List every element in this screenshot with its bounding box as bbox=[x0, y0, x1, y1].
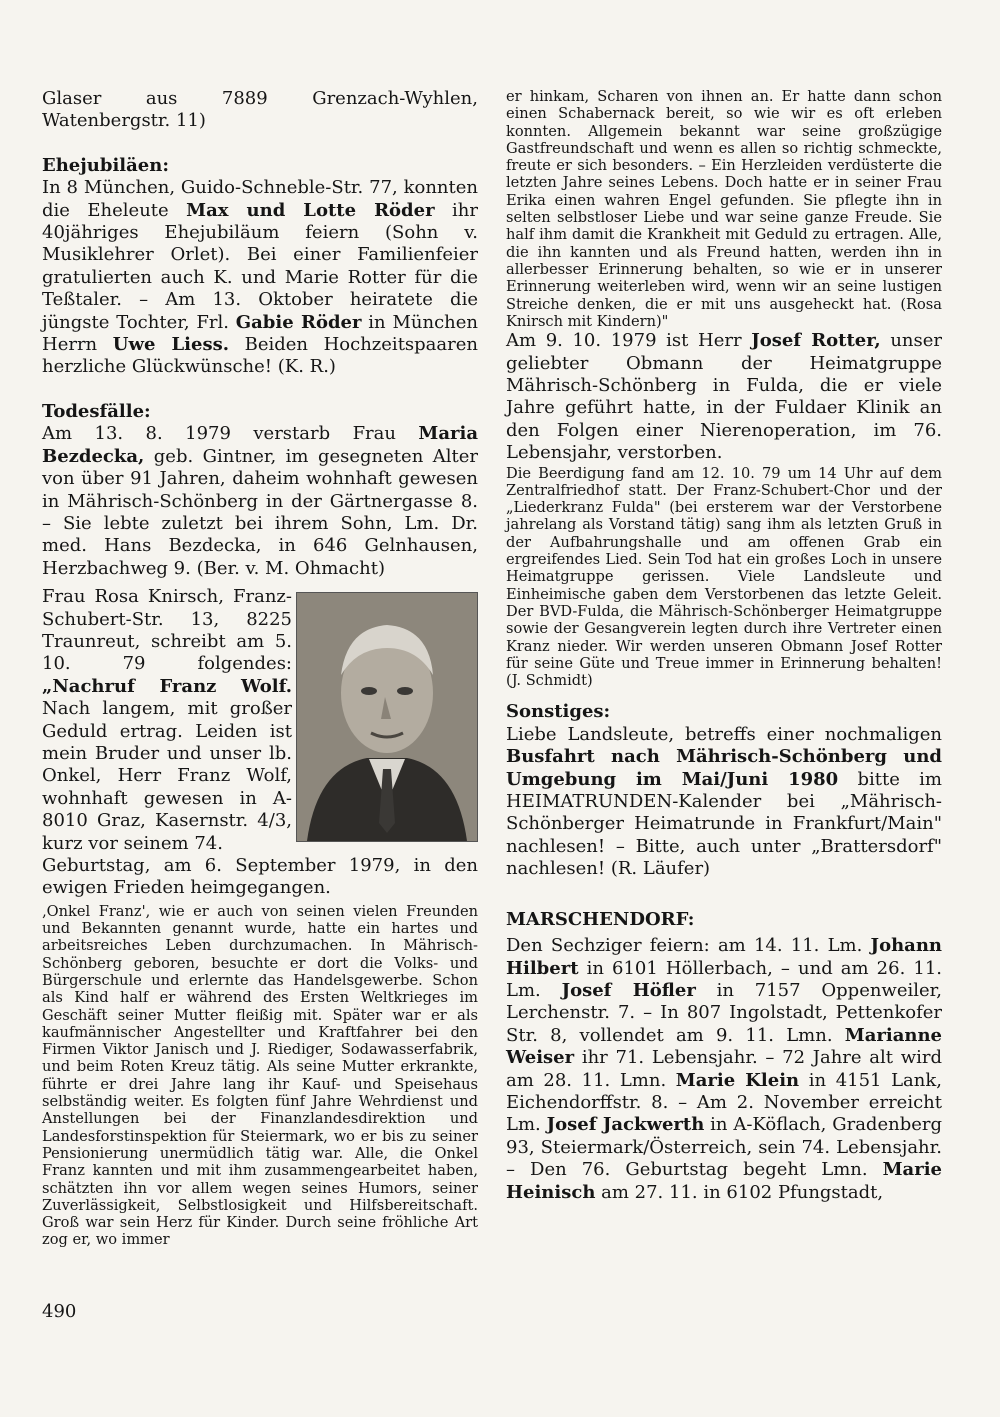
marschendorf-text: Den Sechziger feiern: am 14. 11. Lm. Johann Hilbert in 6101 Höllerbach, – und am 26. 11. Lm. Josef Höfler in 7157 Oppenweiler, Lerchenstr. 7. – In 807 Ingolstadt, Pettenkofer Str. 8, vollendet am 9. 11. Lmn. Marianne Weiser ihr 71. Lebensjahr. – 72 Jahre alt wird am 28. 11. Lmn. Marie Klein in 4151 Lank, Eichendorffstr. 8. – Am 2. November erreicht Lm. Josef Jackwerth in A-Köflach, Gradenberg 93, Steiermark/Österreich, sein 74. Lebensjahr. – Den 76. Geburtstag begeht Lmn. Marie Heinisch am 27. 11. in 6102 Pfungstadt, bbox=[506, 935, 943, 1203]
rotter-small-text: Die Beerdigung fand am 12. 10. 79 um 14 Uhr auf dem Zentralfriedhof statt. Der Franz-Schubert-Chor und der „Liederkranz Fulda" (bei ersterem war der Verstorbene jahrelang als Vorstand tätig) sang ihm als letzten Gruß in der Aufbahrungshalle und am offenen Grab ein ergreifendes Lied. Sein Tod hat ein großes Loch in unsere Heimatgruppe gerissen. Viele Landsleute und Einheimische gaben dem Verstorbenen das letzte Geleit. Der BVD-Fulda, die Mährisch-Schönberger Heimatgruppe sowie der Gesangverein legten durch ihre Vertreter einen Kranz nieder. Wir werden unseren Obmann Josef Rotter für seine Güte und Treue immer in Erinnerung behalten! (J. Schmidt) bbox=[506, 464, 942, 690]
todesfaelle-text: Am 13. 8. 1979 verstarb Frau Maria Bezdecka, geb. Gintner, im gesegneten Alter von über 91 Jahren, daheim wohnhaft gewesen in Mährisch-Schönberg in der Gärtnergasse 8. – Sie lebte zuletzt bei ihrem Sohn, Lm. Dr. med. Hans Bezdecka, in 646 Gelnhausen, Herzbachweg 9. (Ber. v. M. Ohmacht) bbox=[42, 423, 478, 579]
sonstiges-heading: Sonstiges: bbox=[506, 701, 611, 723]
portrait-photo bbox=[296, 592, 478, 842]
nachruf-continued-small: er hinkam, Scharen von ihnen an. Er hatte dann schon einen Schabernack bereit, so wie wir es oft erleben konnten. Allgemein bekannt war seine großzügige Gastfreundschaft und wenn es allen so richtig schmeckte, freute er sich besonders. – Ein Herzleiden verdüsterte die letzten Jahre seines Lebens. Doch hatte er in seiner Frau Erika einen wahren Engel gefunden. Sie pflegte ihn in selten selbstloser Liebe und war seine ganze Freude. Sie half ihm damit die Krankheit mit Geduld zu ertragen. Alle, die ihn kannten und als Freund hatten, werden ihn in allerbesser Erinnerung behalten, so wie er in unserer Erinnerung weiterleben wird, wenn wir an seine lustigen Streiche denken, die er mit uns ausgeheckt hat. (Rosa Knirsch mit Kindern)" bbox=[506, 88, 942, 330]
rotter-text: Am 9. 10. 1979 ist Herr Josef Rotter, unser geliebter Obmann der Heimatgruppe Mährisch-Schönberg in Fulda, die er viele Jahre geführt hatte, in der Fuldaer Klinik an den Folgen einer Nierenoperation, im 76. Lebensjahr, verstorben. bbox=[506, 330, 943, 464]
nachruf-continued: Geburtstag, am 6. September 1979, in den ewigen Frieden heimgegangen. bbox=[42, 855, 478, 899]
left-column bbox=[42, 88, 478, 1249]
todesfaelle-heading: Todesfälle: bbox=[42, 400, 151, 422]
right-column bbox=[506, 88, 942, 1204]
nachruf-small-text: ‚Onkel Franz', wie er auch von seinen vielen Freunden und Bekannten genannt wurde, hatte ein hartes und arbeitsreiches Leben durchzumachen. In Mährisch-Schönberg geboren, besuchte er dort die Volks- und Bürgerschule und erlernte das Handelsgewerbe. Schon als Kind half er während des Ersten Weltkrieges im Geschäft seiner Mutter fleißig mit. Später war er als kaufmännischer Angestellter und Kraftfahrer bei den Firmen Viktor Janisch und J. Riediger, Sodawasserfabrik, und beim Roten Kreuz tätig. Als seine Mutter erkrankte, führte er drei Jahre lang ihr Kauf- und Speisehaus selbständig weiter. Es folgten fünf Jahre Wehrdienst und Anstellungen bei der Finanzlandesdirektion und Landesforstinspektion für Steiermark, wo er bis zu seiner Pensionierung unermüdlich tätig war. Alle, die Onkel Franz kannten und mit ihm zusammengearbeitet haben, schätzten ihn vor allem wegen seines Humors, seiner Zuverlässigkeit, Selbstlosigkeit und Hilfsbereitschaft. Groß war sein Herz für Kinder. Durch seine fröhliche Art zog er, wo immer bbox=[42, 902, 478, 1249]
ehejubilaeen-text: In 8 München, Guido-Schneble-Str. 77, konnten die Eheleute Max und Lotte Röder ihr 40jähriges Ehejubiläum feiern (Sohn v. Musiklehrer Orlet). Bei einer Familienfeier gratulierten auch K. und Marie Rotter für die Teßtaler. – Am 13. Oktober heiratete die jüngste Tochter, Frl. Gabie Röder in München Herrn Uwe Liess. Beiden Hochzeitspaaren herzliche Glückwünsche! (K. R.) bbox=[42, 177, 478, 378]
portrait-icon bbox=[297, 593, 477, 841]
page-number: 490 bbox=[42, 1301, 77, 1322]
nachruf-text: Frau Rosa Knirsch, Franz-Schubert-Str. 13, 8225 Traunreut, schreibt am 5. 10. 79 folgendes: „Nachruf Franz Wolf. Nach langem, mit großer Geduld ertrag. Leiden ist mein Bruder und unser lb. Onkel, Herr Franz Wolf, wohnhaft gewesen in A-8010 Graz, Kasernstr. 4/3, kurz vor seinem 74. bbox=[42, 586, 292, 854]
intro-text: Glaser aus 7889 Grenzach-Wyhlen, Watenbergstr. 11) bbox=[42, 88, 478, 132]
marschendorf-heading: MARSCHENDORF: bbox=[506, 908, 695, 930]
sonstiges-text: Liebe Landsleute, betreffs einer nochmaligen Busfahrt nach Mährisch-Schönberg und Umgebung im Mai/Juni 1980 bitte im HEIMATRUNDEN-Kalender bei „Mährisch-Schönberger Heimatrunde in Frankfurt/Main" nachlesen! – Bitte, auch unter „Brattersdorf" nachlesen! (R. Läufer) bbox=[506, 723, 942, 880]
ehejubilaeen-heading: Ehejubiläen: bbox=[42, 154, 169, 176]
nachruf-block bbox=[42, 586, 478, 1249]
